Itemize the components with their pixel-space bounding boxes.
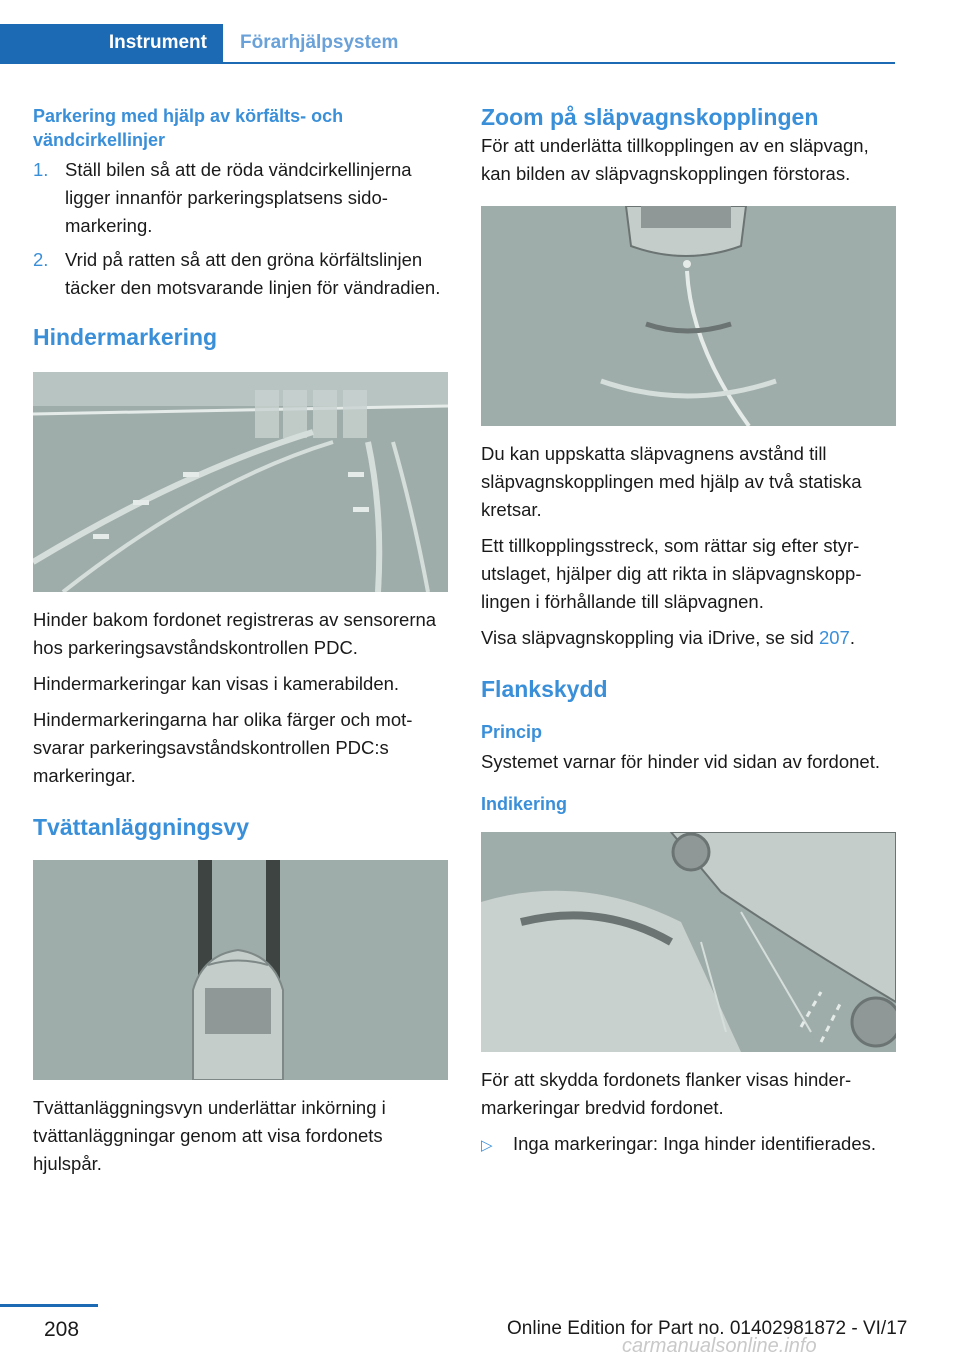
step-number: 2. xyxy=(33,249,49,270)
wash-paragraph: Tvättanläggningsvyn underlättar inkörning i tvättanläggningar genom att visa fordonets hjulspår. xyxy=(33,1097,386,1174)
hinder-paragraph: Hindermarkeringar kan visas i kamerabilden. xyxy=(33,673,400,694)
step-item xyxy=(33,246,448,302)
car-wash-view-image xyxy=(33,860,448,1080)
step-text: Vrid på ratten så att den gröna körfältslinjen täcker den motsvarande linjen för vändradien. xyxy=(65,249,441,298)
zoom-heading: Zoom på släpvagnskopplingen xyxy=(481,104,819,130)
indik-paragraph: För att skydda fordonets flanker visas hindermarkeringar bredvid fordonet. xyxy=(481,1069,852,1118)
bullet-text: Inga markeringar: Inga hinder identifierades. xyxy=(513,1133,877,1154)
step-text: Ställ bilen så att de röda vändcirkellinjerna ligger innanför parkeringsplatsens sidomarkering. xyxy=(65,159,412,236)
tab-forarhjalpsystem[interactable]: Förarhjälpsystem xyxy=(240,32,399,53)
hinder-heading: Hindermarkering xyxy=(33,324,218,350)
visa-paragraph xyxy=(481,624,896,652)
edition-text: Online Edition for Part no. 01402981872 - VI/17 xyxy=(507,1318,908,1339)
zoom-paragraph: Ett tillkopplingsstreck, som rättar sig efter styrutslaget, hjälper dig att rikta in släpvagnskopplingen i förhållande till släpvagnen. xyxy=(481,535,862,612)
flank-protection-image xyxy=(481,832,896,1052)
princip-subheading: Princip xyxy=(481,722,543,742)
wash-heading: Tvättanläggningsvy xyxy=(33,814,249,840)
tab-instrument[interactable]: Instrument xyxy=(0,24,223,62)
zoom-paragraph: Du kan uppskatta släpvagnens avstånd till släpvagnskopplingen med hjälp av två statiska kretsar. xyxy=(481,443,862,520)
left-column xyxy=(33,104,448,1186)
header-tabbar xyxy=(0,24,895,64)
page-number: 208 xyxy=(44,1318,80,1341)
watermark: carmanualsonline.info xyxy=(622,1335,817,1357)
page-link[interactable]: 207 xyxy=(818,627,850,648)
step-item xyxy=(33,156,448,240)
hinder-paragraph: Hindermarkeringarna har olika färger och motsvarar parkeringsavståndskontrollen PDC:s markeringar. xyxy=(33,709,413,786)
triangle-bullet-icon: ▷ xyxy=(481,1137,493,1154)
zoom-intro: För att underlätta tillkopplingen av en släpvagn, kan bilden av släpvagnskopplingen förstoras. xyxy=(481,135,869,184)
indikering-subheading: Indikering xyxy=(481,794,568,814)
step-number: 1. xyxy=(33,159,49,180)
footer-rule xyxy=(0,1304,98,1307)
visa-text: Visa släpvagnskoppling via iDrive, se sid xyxy=(481,627,819,648)
princip-paragraph: Systemet varnar för hinder vid sidan av fordonet. xyxy=(481,751,880,772)
flank-heading: Flankskydd xyxy=(481,676,608,702)
parking-subheading: Parkering med hjälp av körfälts- och vändcirkellinjer xyxy=(33,106,344,150)
hinder-paragraph: Hinder bakom fordonet registreras av sensorerna hos parkeringsavståndskontrollen PDC. xyxy=(33,609,437,658)
visa-end: . xyxy=(849,627,855,648)
obstacle-marking-image xyxy=(33,372,448,592)
list-item xyxy=(481,1130,896,1160)
trailer-coupling-image xyxy=(481,206,896,426)
right-column xyxy=(481,104,896,1160)
